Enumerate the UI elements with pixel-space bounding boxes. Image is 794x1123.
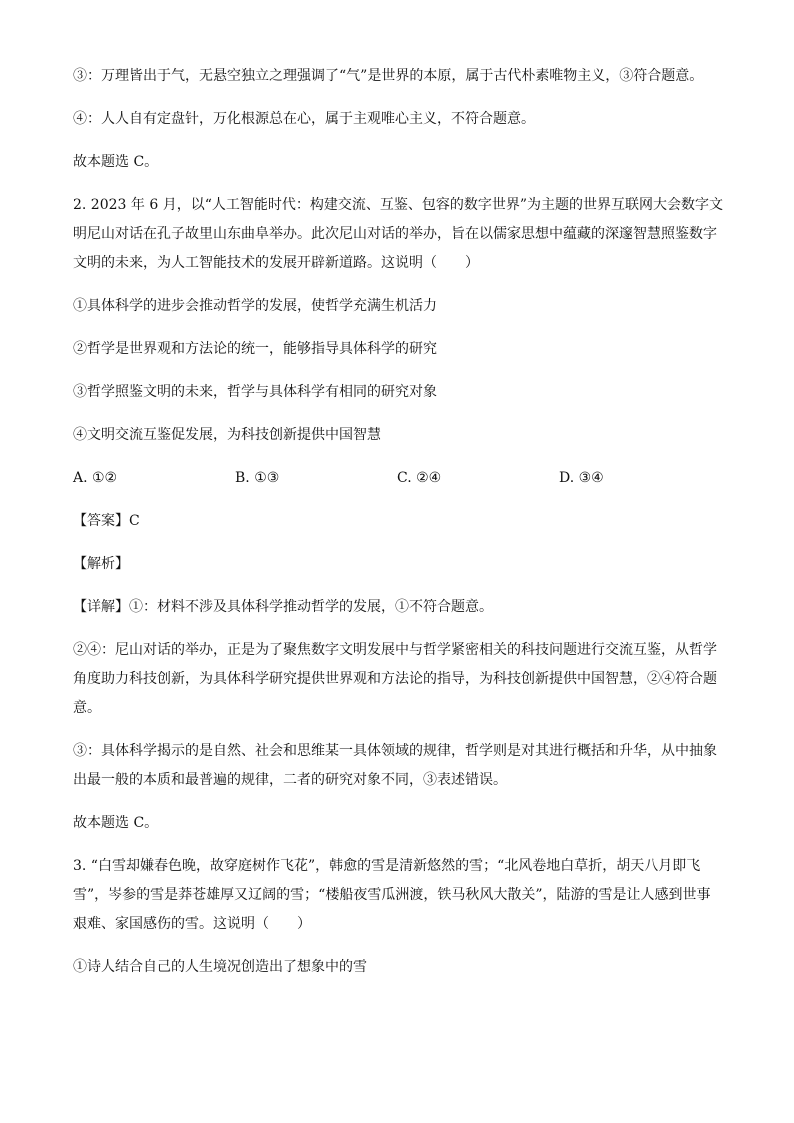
question-3-stem-line: 艰难、家国感伤的雪。这说明（ ） bbox=[73, 916, 311, 932]
detail-item-24-line: ②④：尼山对话的举办，正是为了聚焦数字文明发展中与哲学紧密相关的科技问题进行交流互鉴，从哲学 bbox=[73, 642, 717, 658]
document-page bbox=[73, 62, 723, 982]
question-2-item-4: ④文明交流互鉴促发展，为科技创新提供中国智慧 bbox=[73, 427, 381, 443]
question-2-item-3: ③哲学照鉴文明的未来，哲学与具体科学有相同的研究对象 bbox=[73, 384, 437, 400]
detail-item-1: 【详解】①：材料不涉及具体科学推动哲学的发展，①不符合题意。 bbox=[73, 599, 493, 615]
question-2-stem-line: 明尼山对话在孔子故里山东曲阜举办。此次尼山对话的举办，旨在以儒家思想中蕴藏的深邃智慧照鉴数字 bbox=[73, 226, 717, 242]
conclusion-q1: 故本题选 C。 bbox=[73, 154, 159, 170]
question-2 bbox=[73, 191, 723, 852]
detail-item-24-line: 意。 bbox=[73, 700, 101, 716]
analysis-label: 【解析】 bbox=[73, 556, 129, 572]
question-2-stem-line: 文明的未来，为人工智能技术的发展开辟新道路。这说明（ ） bbox=[73, 255, 479, 271]
question-2-item-2: ②哲学是世界观和方法论的统一，能够指导具体科学的研究 bbox=[73, 341, 437, 357]
detail-item-24-line: 角度助力科技创新，为具体科学研究提供世界观和方法论的指导，为科技创新提供中国智慧，②④符合题 bbox=[73, 671, 717, 687]
conclusion-q2: 故本题选 C。 bbox=[73, 815, 159, 831]
question-2-stem-line: 2. 2023 年 6 月，以“人工智能时代：构建交流、互鉴、包容的数字世界”为主题的世界互联网大会数字文 bbox=[73, 197, 724, 213]
detail-item-3-line: 出最一般的本质和最普遍的规律，二者的研究对象不同，③表述错误。 bbox=[73, 772, 507, 788]
option-b: B. ①③ bbox=[235, 470, 280, 486]
question-3 bbox=[73, 852, 723, 982]
analysis-item-4: ④：人人自有定盘针，万化根源总在心，属于主观唯心主义，不符合题意。 bbox=[73, 111, 535, 127]
question-2-options bbox=[73, 464, 723, 493]
option-c: C. ②④ bbox=[397, 470, 442, 486]
detail-item-3-line: ③：具体科学揭示的是自然、社会和思维某一具体领域的规律，哲学则是对其进行概括和升华，从中抽象 bbox=[73, 743, 717, 759]
option-d: D. ③④ bbox=[559, 470, 604, 486]
question-3-stem-line: 雪”，岑参的雪是莽苍雄厚又辽阔的雪；“楼船夜雪瓜洲渡，铁马秋风大散关”，陆游的雪是让人感到世事 bbox=[73, 887, 711, 903]
question-3-item-1: ①诗人结合自己的人生境况创造出了想象中的雪 bbox=[73, 959, 367, 975]
question-3-stem-line: 3. “白雪却嫌春色晚，故穿庭树作飞花”，韩愈的雪是清新悠然的雪；“北风卷地白草折，胡天八月即飞 bbox=[73, 858, 701, 874]
analysis-item-3: ③：万理皆出于气，无悬空独立之理强调了“气”是世界的本原，属于古代朴素唯物主义，③符合题意。 bbox=[73, 68, 704, 84]
answer-label: 【答案】C bbox=[73, 513, 140, 529]
question-2-item-1: ①具体科学的进步会推动哲学的发展，使哲学充满生机活力 bbox=[73, 298, 437, 314]
option-a: A. ①② bbox=[73, 470, 118, 486]
